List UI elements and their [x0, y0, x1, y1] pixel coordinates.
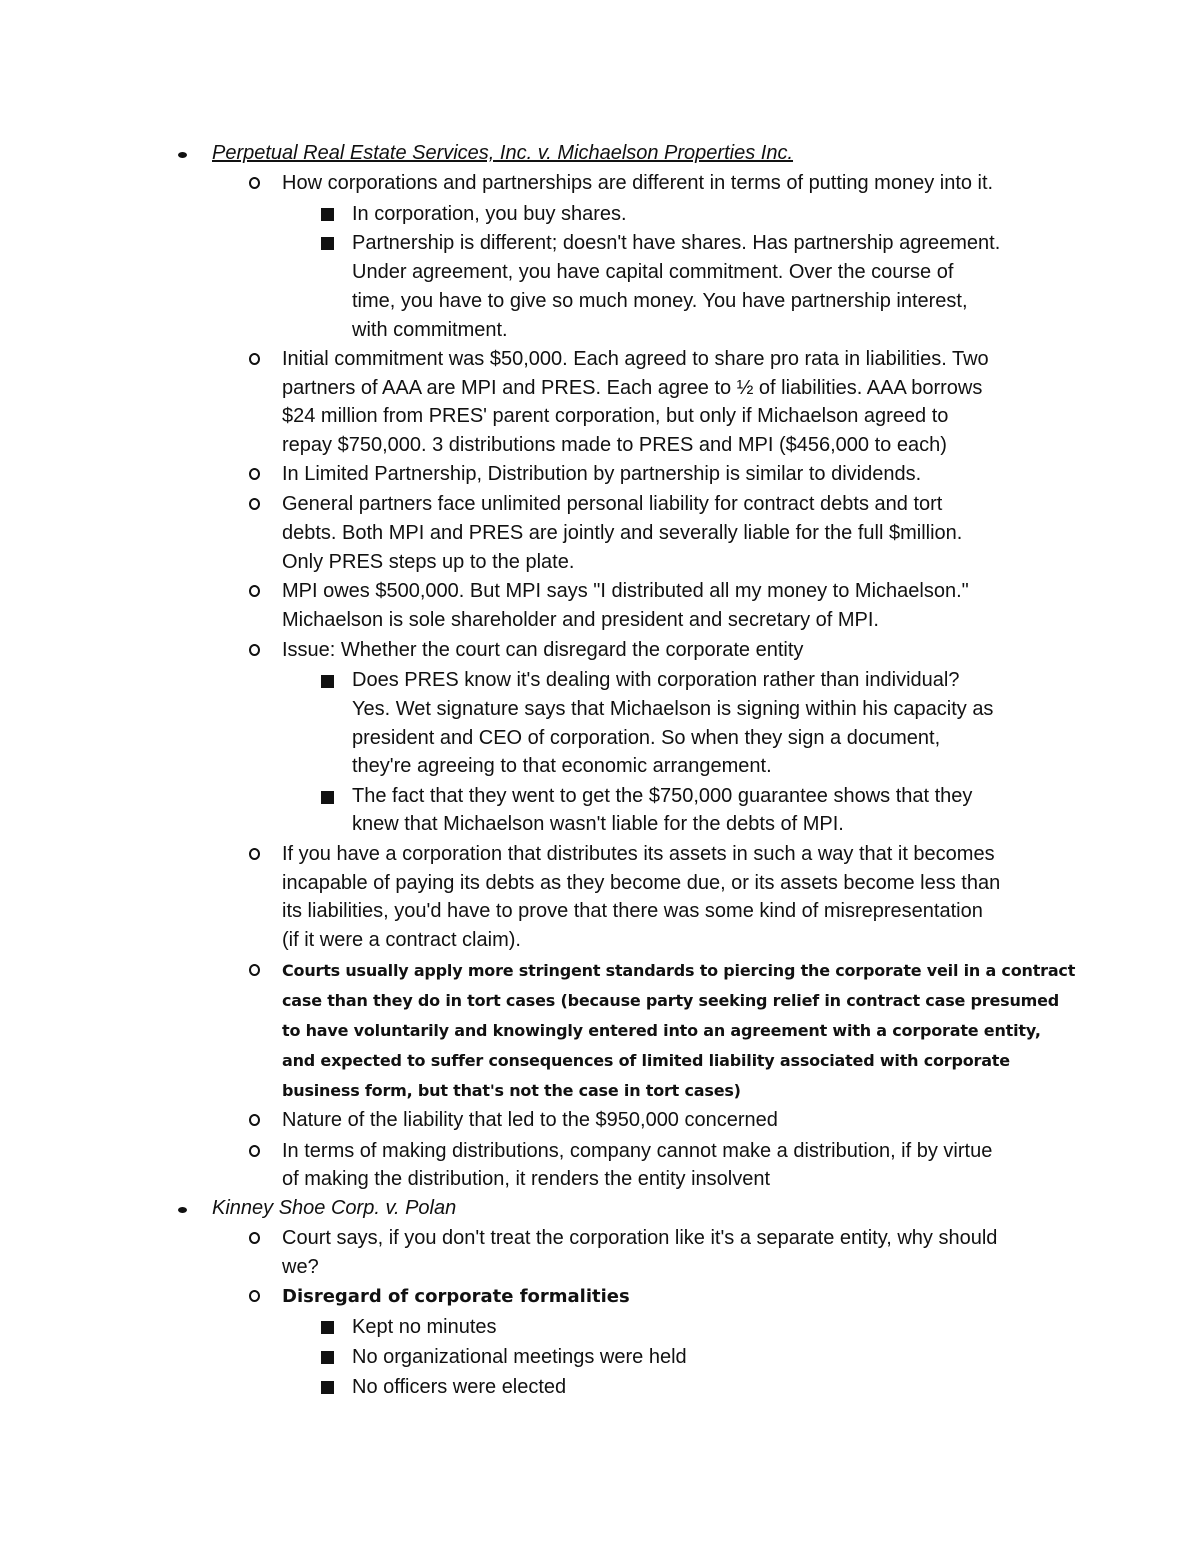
bullet-square-icon	[321, 1321, 334, 1334]
list-item: In Limited Partnership, Distribution by partnership is similar to dividends.	[282, 463, 922, 485]
bullet-circle-icon	[249, 1232, 260, 1244]
list-item-line: Courts usually apply more stringent standards to piercing the corporate veil in a contract	[282, 961, 1076, 980]
list-item: Issue: Whether the court can disregard the corporate entity	[282, 639, 804, 661]
case-title-kinney: Kinney Shoe Corp. v. Polan	[212, 1197, 457, 1219]
bullet-circle-icon	[249, 848, 260, 860]
bullet-circle-icon	[249, 1290, 260, 1302]
list-item-line: debts. Both MPI and PRES are jointly and severally liable for the full $million.	[282, 522, 963, 544]
list-item-line: (if it were a contract claim).	[282, 929, 521, 951]
list-item-line: $24 million from PRES' parent corporation, but only if Michaelson agreed to	[282, 405, 949, 427]
bullet-circle-icon	[249, 1114, 260, 1126]
bullet-circle-icon	[249, 177, 260, 189]
list-item-line: Only PRES steps up to the plate.	[282, 551, 575, 573]
list-item: How corporations and partnerships are different in terms of putting money into it.	[282, 172, 994, 194]
list-item-line: with commitment.	[352, 319, 508, 341]
list-item: Disregard of corporate formalities	[282, 1286, 630, 1307]
bullet-circle-icon	[249, 644, 260, 656]
bullet-circle-icon	[249, 964, 260, 976]
bullet-circle-icon	[249, 498, 260, 510]
list-item-line: The fact that they went to get the $750,000 guarantee shows that they	[352, 785, 973, 807]
list-item-line: business form, but that's not the case in tort cases)	[282, 1081, 741, 1100]
list-item: In corporation, you buy shares.	[352, 203, 627, 225]
list-item-line: to have voluntarily and knowingly entered into an agreement with a corporate entity,	[282, 1021, 1041, 1040]
case-title-perpetual: Perpetual Real Estate Services, Inc. v. Michaelson Properties Inc.	[212, 142, 794, 164]
list-item-line: Yes. Wet signature says that Michaelson is signing within his capacity as	[352, 698, 994, 720]
list-item-line: incapable of paying its debts as they become due, or its assets become less than	[282, 872, 1001, 894]
bullet-square-icon	[321, 237, 334, 250]
list-item: No officers were elected	[352, 1376, 567, 1398]
list-item-line: Partnership is different; doesn't have shares. Has partnership agreement.	[352, 232, 1001, 254]
bullet-square-icon	[321, 208, 334, 221]
list-item-line: In terms of making distributions, company cannot make a distribution, if by virtue	[282, 1140, 993, 1162]
bullet-disc-icon	[178, 1207, 187, 1213]
list-item-line: partners of AAA are MPI and PRES. Each agree to ½ of liabilities. AAA borrows	[282, 377, 983, 399]
list-item-line: General partners face unlimited personal liability for contract debts and tort	[282, 493, 943, 515]
list-item-line: knew that Michaelson wasn't liable for the debts of MPI.	[352, 813, 844, 835]
bullet-square-icon	[321, 791, 334, 804]
list-item-line: and expected to suffer consequences of limited liability associated with corporate	[282, 1051, 1010, 1070]
bullet-circle-icon	[249, 1145, 260, 1157]
list-item-line: we?	[282, 1256, 319, 1278]
list-item-line: If you have a corporation that distributes its assets in such a way that it becomes	[282, 843, 995, 865]
bullet-circle-icon	[249, 353, 260, 365]
list-item-line: Initial commitment was $50,000. Each agreed to share pro rata in liabilities. Two	[282, 348, 989, 370]
list-item-line: Under agreement, you have capital commitment. Over the course of	[352, 261, 954, 283]
list-item: Kept no minutes	[352, 1316, 497, 1338]
bullet-circle-icon	[249, 585, 260, 597]
list-item-line: Court says, if you don't treat the corporation like it's a separate entity, why should	[282, 1227, 998, 1249]
list-item-line: time, you have to give so much money. You have partnership interest,	[352, 290, 968, 312]
list-item-line: case than they do in tort cases (because party seeking relief in contract case presumed	[282, 991, 1060, 1010]
bullet-square-icon	[321, 1351, 334, 1364]
bullet-square-icon	[321, 1381, 334, 1394]
bullet-disc-icon	[178, 152, 187, 158]
bullet-square-icon	[321, 675, 334, 688]
list-item-line: president and CEO of corporation. So when they sign a document,	[352, 727, 941, 749]
list-item-line: Michaelson is sole shareholder and president and secretary of MPI.	[282, 609, 879, 631]
list-item-line: repay $750,000. 3 distributions made to PRES and MPI ($456,000 to each)	[282, 434, 947, 456]
list-item-line: of making the distribution, it renders the entity insolvent	[282, 1168, 771, 1190]
list-item-line: they're agreeing to that economic arrangement.	[352, 755, 772, 777]
list-item: No organizational meetings were held	[352, 1346, 687, 1368]
list-item: Nature of the liability that led to the $950,000 concerned	[282, 1109, 778, 1131]
list-item-line: its liabilities, you'd have to prove that there was some kind of misrepresentation	[282, 900, 983, 922]
list-item-line: MPI owes $500,000. But MPI says "I distributed all my money to Michaelson."	[282, 580, 969, 602]
bullet-circle-icon	[249, 468, 260, 480]
list-item-line: Does PRES know it's dealing with corporation rather than individual?	[352, 669, 960, 691]
